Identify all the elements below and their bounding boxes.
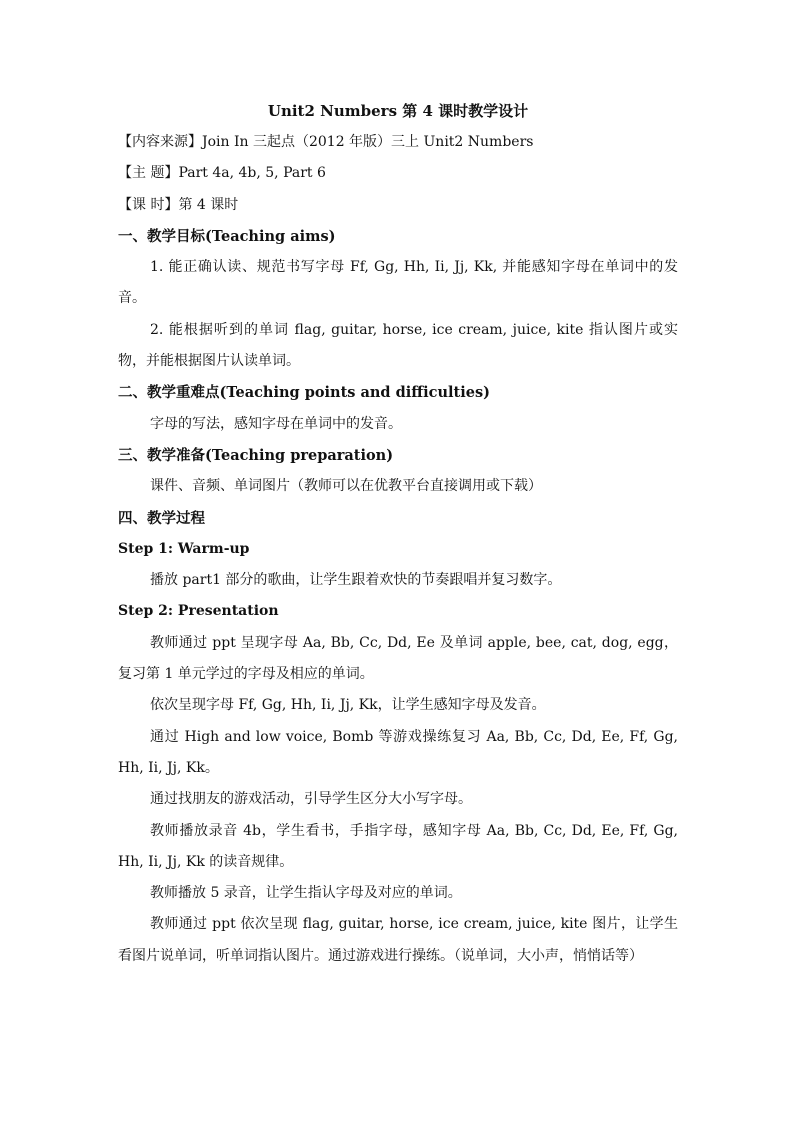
step-2-paragraph-3: 通过 High and low voice, Bomb 等游戏操练复习 Aa, Bb, Cc, Dd, Ee, Ff, Gg, Hh, Ii, Jj, Kk。 (118, 728, 678, 776)
section-heading-process: 四、教学过程 (118, 509, 205, 527)
step-2-paragraph-6: 教师播放 5 录音，让学生指认字母及对应的单词。 (150, 885, 462, 902)
meta-period: 【课 时】第 4 课时 (118, 196, 239, 213)
preparation-paragraph: 课件、音频、单词图片（教师可以在优教平台直接调用或下载） (150, 478, 542, 495)
document-title: Unit2 Numbers 第 4 课时教学设计 (267, 102, 529, 120)
step-2-paragraph-7: 教师通过 ppt 依次呈现 flag, guitar, horse, ice cream, juice, kite 图片，让学生看图片说单词，听单词指认图片。通过游戏进行操练。（说单词，大小声，悄悄话等） (118, 916, 678, 964)
step-2-title: Step 2: Presentation (118, 603, 279, 620)
section-heading-preparation: 三、教学准备(Teaching preparation) (118, 446, 394, 464)
step-1-paragraph: 播放 part1 部分的歌曲，让学生跟着欢快的节奏跟唱并复习数字。 (150, 572, 562, 589)
meta-source: 【内容来源】Join In 三起点（2012 年版）三上 Unit2 Numbers (118, 134, 534, 150)
step-1-title: Step 1: Warm-up (118, 540, 250, 557)
step-2-paragraph-5: 教师播放录音 4b，学生看书，手指字母，感知字母 Aa, Bb, Cc, Dd, Ee, Ff, Gg, Hh, Ii, Jj, Kk 的读音规律。 (118, 822, 678, 870)
document-body (118, 96, 678, 972)
objectives-paragraph-1: 1. 能正确认读、规范书写字母 Ff, Gg, Hh, Ii, Jj, Kk, 并能感知字母在单词中的发音。 (118, 259, 678, 307)
key-points-paragraph: 字母的写法，感知字母在单词中的发音。 (150, 415, 402, 432)
step-2-paragraph-4: 通过找朋友的游戏活动，引导学生区分大小写字母。 (150, 791, 472, 808)
section-heading-key-points: 二、教学重难点(Teaching points and difficulties) (118, 384, 491, 402)
step-2-paragraph-1: 教师通过 ppt 呈现字母 Aa, Bb, Cc, Dd, Ee 及单词 apple, bee, cat, dog, egg，复习第 1 单元学过的字母及相应的单词。 (118, 634, 678, 683)
meta-topic: 【主 题】Part 4a, 4b, 5, Part 6 (118, 165, 326, 182)
step-2-paragraph-2: 依次呈现字母 Ff, Gg, Hh, Ii, Jj, Kk，让学生感知字母及发音。 (150, 697, 546, 714)
objectives-paragraph-2: 2. 能根据听到的单词 flag, guitar, horse, ice cream, juice, kite 指认图片或实物，并能根据图片认读单词。 (118, 321, 678, 370)
section-heading-objectives: 一、教学目标(Teaching aims) (118, 227, 336, 245)
